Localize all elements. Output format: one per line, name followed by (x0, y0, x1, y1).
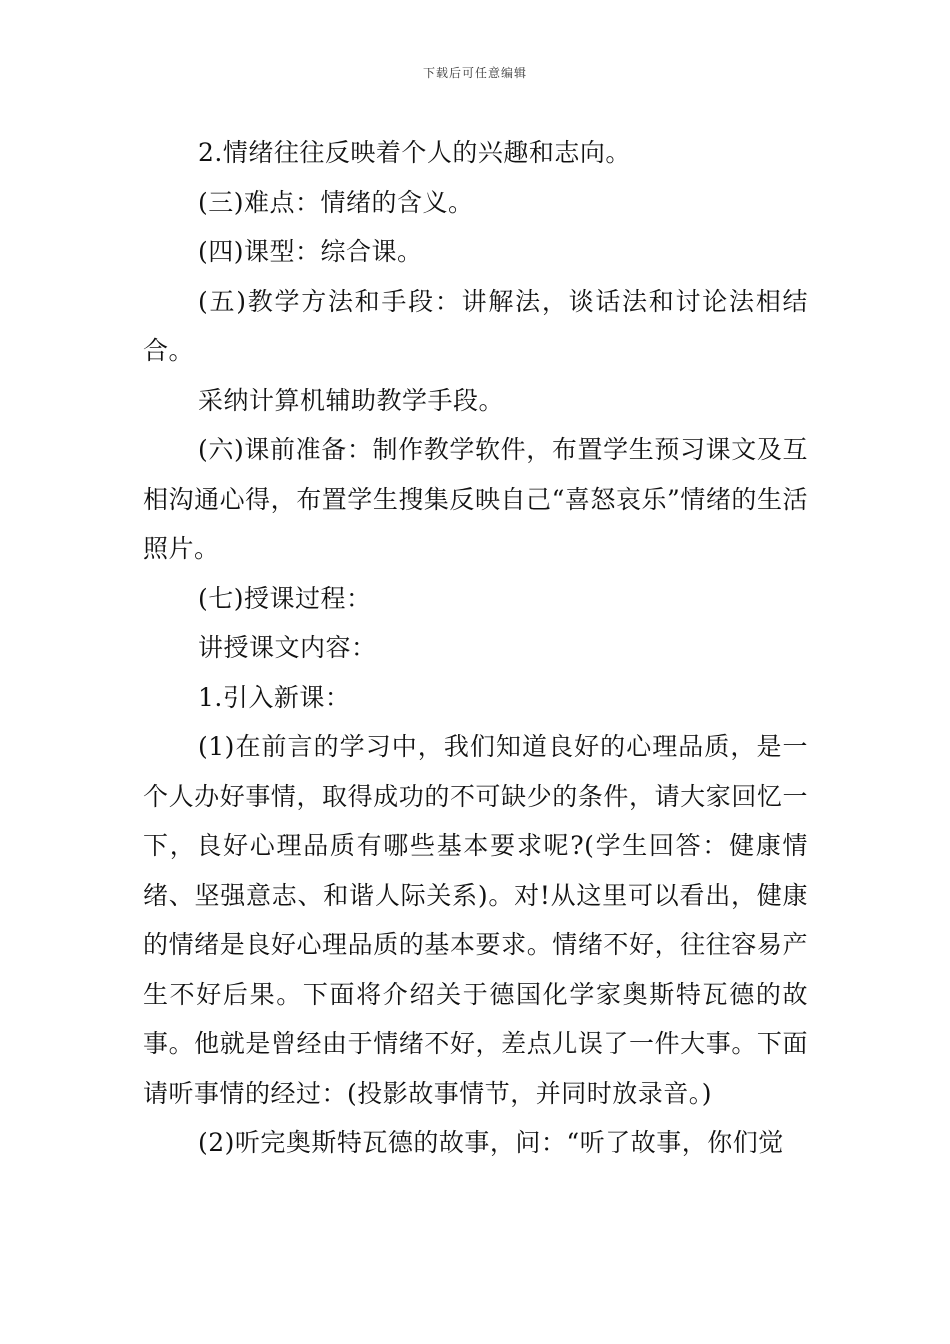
paragraph: (三)难点：情绪的含义。 (198, 187, 474, 217)
paragraph: 2.情绪往往反映着个人的兴趣和志向。 (198, 138, 631, 167)
page-header: 下载后可任意编辑 (422, 66, 527, 80)
document-body (143, 128, 808, 1168)
paragraph: (2)听完奥斯特瓦德的故事，问：“听了故事，你们觉 (198, 1128, 784, 1157)
paragraph: (1)在前言的学习中，我们知道良好的心理品质，是一个人办好事情，取得成功的不可缺少的条件，请大家回忆一下，良好心理品质有哪些基本要求呢?(学生回答：健康情绪、坚强意志、和谐人际关系)。对!从这里可以看出，健康的情绪是良好心理品质的基本要求。情绪不好，往往容易产生不好后果。下面将介绍关于德国化学家奥斯特瓦德的故事。他就是曾经由于情绪不好，差点儿误了一件大事。下面请听事情的经过：(投影故事情节，并同时放录音。) (143, 732, 808, 1108)
paragraph: (六)课前准备：制作教学软件，布置学生预习课文及互相沟通心得，布置学生搜集反映自己“喜怒哀乐”情绪的生活照片。 (143, 435, 808, 563)
paragraph: (五)教学方法和手段：讲解法，谈话法和讨论法相结合。 (143, 286, 808, 365)
paragraph: (七)授课过程： (198, 583, 372, 613)
paragraph: 采纳计算机辅助教学手段。 (198, 385, 505, 415)
paragraph: 1.引入新课： (198, 682, 351, 712)
paragraph: (四)课型：综合课。 (198, 237, 423, 266)
paragraph: 讲授课文内容： (198, 633, 377, 662)
